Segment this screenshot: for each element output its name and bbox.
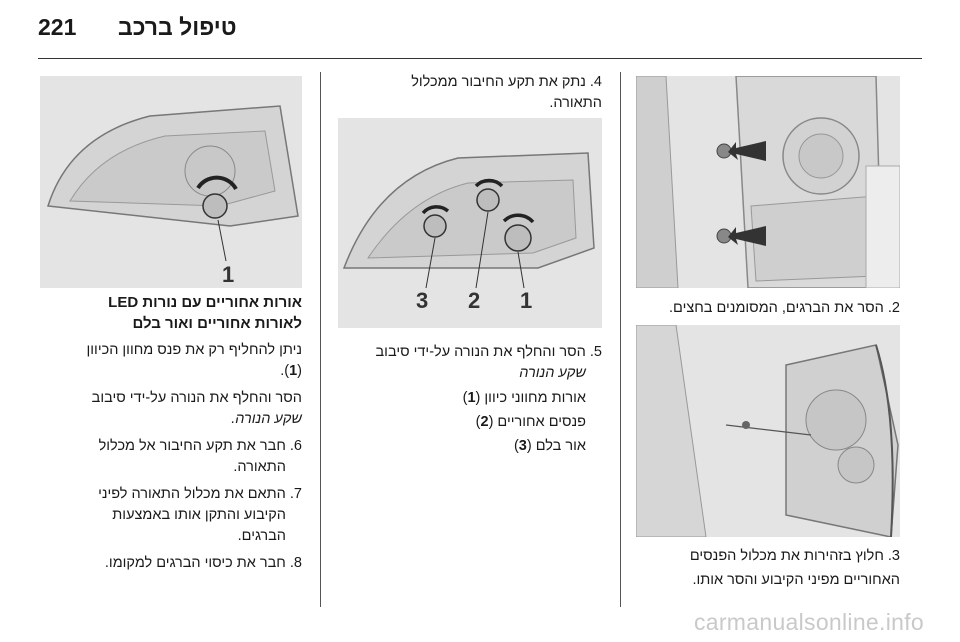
- step-3-line-1: 3. חלוץ בזהירות את מכלול הפנסים: [689, 548, 900, 564]
- legend-item-3-num: 3: [518, 438, 527, 454]
- step-7-line-1: 7. התאם את מכלול התאורה לפיני: [98, 486, 302, 502]
- step-5-text: [338, 342, 602, 460]
- legend-item-1: אורות מחווני כיוון (1): [462, 390, 586, 406]
- step-3-line-2: האחוריים מפיני הקיבוע והסר אותו.: [692, 572, 900, 588]
- led-para-1-line-2: (1).: [280, 363, 302, 379]
- bulb-sockets-illustration: [338, 118, 602, 328]
- bulb-sockets-figure: [338, 118, 602, 328]
- legend-item-2-num: 2: [480, 414, 489, 430]
- section-title: טיפול ברכב: [118, 14, 237, 40]
- step-5-line-1: 5. הסר והחלף את הנורה על-ידי סיבוב: [375, 344, 602, 360]
- led-heading-line-1: אורות אחוריים עם נורות LED: [108, 294, 302, 311]
- figure-label-1-led: 1: [222, 262, 235, 287]
- led-heading-line-2: לאורות אחוריים ואור בלם: [132, 315, 302, 332]
- led-para-1-num: 1: [289, 363, 298, 379]
- led-section: [40, 292, 302, 577]
- figure-label-3: 3: [416, 288, 429, 313]
- step-4-line-1: 4. נתק את תקע החיבור ממכלול: [411, 74, 602, 90]
- step-6-line-1: 6. חבר את תקע החיבור אל מכלול: [98, 438, 302, 454]
- legend-item-2: פנסים אחוריים (2): [475, 414, 586, 430]
- led-para-1-line-1: ניתן להחליף רק את פנס מחוון הכיוון: [86, 342, 302, 358]
- page-header: [0, 0, 960, 62]
- legend-item-3: אור בלם (3): [513, 438, 586, 454]
- figure-label-2: 2: [468, 288, 481, 313]
- legend-item-3-text: אור בלם: [535, 438, 586, 454]
- figure-label-1: 1: [520, 288, 533, 313]
- led-para-2-line-1: הסר והחלף את הנורה על-ידי סיבוב: [91, 390, 302, 406]
- legend-item-2-text: פנסים אחוריים: [497, 414, 586, 430]
- led-para-2-line-2: שקע הנורה.: [231, 411, 302, 427]
- watermark: carmanualsonline.info: [693, 609, 924, 635]
- column-divider-right: [620, 72, 621, 607]
- step-7-line-3: הברגים.: [237, 528, 286, 544]
- step-3-text: [636, 546, 900, 594]
- step-6-line-2: התאורה.: [233, 459, 286, 475]
- step-2-text: [636, 298, 900, 322]
- legend-item-1-num: 1: [467, 390, 476, 406]
- tail-light-removal-illustration: [636, 325, 900, 537]
- tail-light-screws-illustration: [636, 76, 900, 288]
- column-divider-left: [320, 72, 321, 607]
- step-8: 8. חבר את כיסוי הברגים למקומו.: [104, 555, 302, 571]
- tail-light-screws-figure: [636, 76, 900, 288]
- legend-item-1-text: אורות מחווני כיוון: [484, 390, 586, 406]
- tail-light-removal-figure: [636, 325, 900, 537]
- led-tail-light-illustration: [40, 76, 302, 288]
- step-4-line-2: התאורה.: [549, 95, 602, 111]
- step-4-text: [338, 72, 602, 117]
- page-number: 221: [38, 14, 77, 40]
- led-tail-light-figure: [40, 76, 302, 288]
- step-7-line-2: הקיבוע והתקן אותו באמצעות: [112, 507, 286, 523]
- step-2: 2. הסר את הברגים, המסומנים בחצים.: [669, 300, 900, 316]
- header-rule: [38, 58, 922, 59]
- step-5-line-2: שקע הנורה: [519, 365, 586, 381]
